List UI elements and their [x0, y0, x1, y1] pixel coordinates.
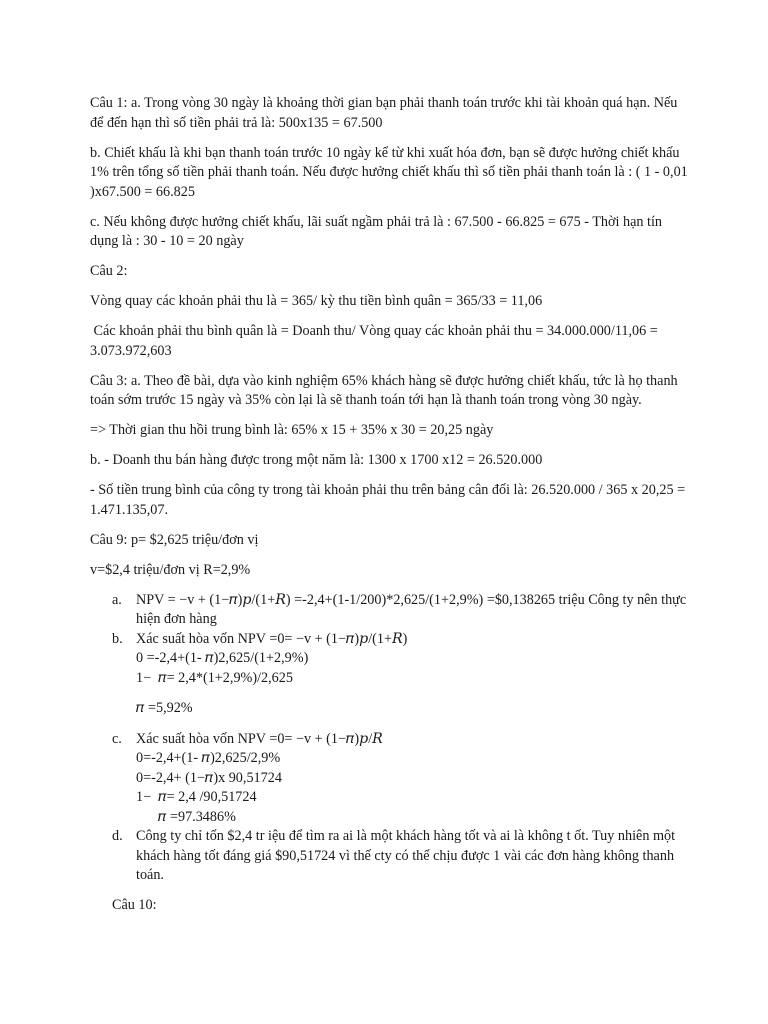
paragraph-cau2-receivables: Các khoản phải thu bình quân là = Doanh thu/ Vòng quay các khoản phải thu = 34.000.000/11,06 = 3.073.972,603 — [90, 323, 662, 359]
paragraph-cau9-params: v=$2,4 triệu/đơn vị R=2,9% — [90, 561, 251, 578]
paragraph-cau1-c: c. Nếu không được hưởng chiết khấu, lãi suất ngầm phải trả là : 67.500 - 66.825 = 675 - Thời hạn tín dụng là : 30 - 10 = 20 ngày — [90, 213, 666, 249]
document-page — [90, 94, 690, 926]
list-line: 0 =-2,4+(1- 𝜋)2,625/(1+2,9%) — [136, 650, 309, 666]
paragraph-cau3-a: Câu 3: a. Theo đề bài, dựa vào kinh nghiệm 65% khách hàng sẽ được hưởng chiết khấu, tức là họ thanh toán sớm trước 15 ngày và 35% còn lại là sẽ thanh toán tới hạn là thanh toán trong vòng 30 ngày. — [90, 372, 682, 408]
list-line: 0=-2,4+ (1−𝜋)x 90,51724 — [136, 769, 282, 786]
list-item-c — [90, 730, 690, 828]
list-marker: d. — [112, 828, 123, 844]
paragraph-cau3-b-average: - Số tiền trung bình của công ty trong tài khoản phải thu trên bảng cân đối là: 26.520.000 / 365 x 20,25 = 1.471.135,07. — [90, 482, 689, 518]
list-line: Công ty chỉ tốn $2,4 tr iệu để tìm ra ai là một khách hàng tốt và ai là không t ốt. Tuy nhiên một khách hàng tốt đáng giá $90,51724 vì thế cty có thể chịu được 1 vài các đơn hàng không thanh toán. — [136, 828, 679, 883]
list-line: Xác suất hòa vốn NPV =0= −v + (1−𝜋)𝑝/𝑅 — [136, 730, 383, 747]
list-item-d — [90, 827, 690, 886]
list-line: Xác suất hòa vốn NPV =0= −v + (1−𝜋)𝑝/(1+𝑅) — [136, 630, 408, 647]
list-line: NPV = −v + (1−𝜋)𝑝/(1+𝑅) =-2,4+(1-1/200)*2,625/(1+2,9%) =$0,138265 triệu Công ty nên thực hiện đơn hàng — [136, 591, 690, 627]
list-line: 1− 𝜋= 2,4*(1+2,9%)/2,625 — [136, 669, 293, 686]
list-line: 0=-2,4+(1- 𝜋)2,625/2,9% — [136, 750, 281, 766]
list-marker: a. — [112, 591, 122, 608]
list-marker: b. — [112, 630, 123, 647]
paragraph-cau1-a: Câu 1: a. Trong vòng 30 ngày là khoảng thời gian bạn phải thanh toán trước khi tài khoản quá hạn. Nếu để đến hạn thì số tiền phải trả là: 500x135 = 67.500 — [90, 95, 681, 131]
list-item-a — [90, 591, 690, 630]
list-item-b — [90, 630, 690, 730]
paragraph-cau2-turnover: Vòng quay các khoản phải thu là = 365/ kỳ thu tiền bình quân = 365/33 = 11,06 — [90, 293, 543, 309]
heading-cau9: Câu 9: p= $2,625 triệu/đơn vị — [90, 531, 259, 548]
list-marker: c. — [112, 730, 122, 747]
heading-cau10: Câu 10: — [112, 896, 157, 913]
list-result: 𝜋 =5,92% — [136, 700, 193, 716]
paragraph-cau1-b: b. Chiết khấu là khi bạn thanh toán trước 10 ngày kể từ khi xuất hóa đơn, bạn sẽ được hưởng chiết khấu 1% trên tổng số tiền phải thanh toán. Nếu được hưởng chiết khấu thì số tiền phải thanh toán là : ( 1 - 0,01 )x67.500 = 66.825 — [90, 144, 692, 200]
list-line: 1− 𝜋= 2,4 /90,51724 — [136, 789, 257, 805]
paragraph-cau3-average-time: => Thời gian thu hồi trung bình là: 65% x 15 + 35% x 30 = 20,25 ngày — [90, 422, 494, 438]
list-result: 𝜋 =97.3486% — [158, 808, 236, 825]
heading-cau2: Câu 2: — [90, 263, 128, 279]
paragraph-cau3-b-revenue: b. - Doanh thu bán hàng được trong một năm là: 1300 x 1700 x12 = 26.520.000 — [90, 452, 543, 468]
cau9-answer-list — [90, 591, 690, 886]
